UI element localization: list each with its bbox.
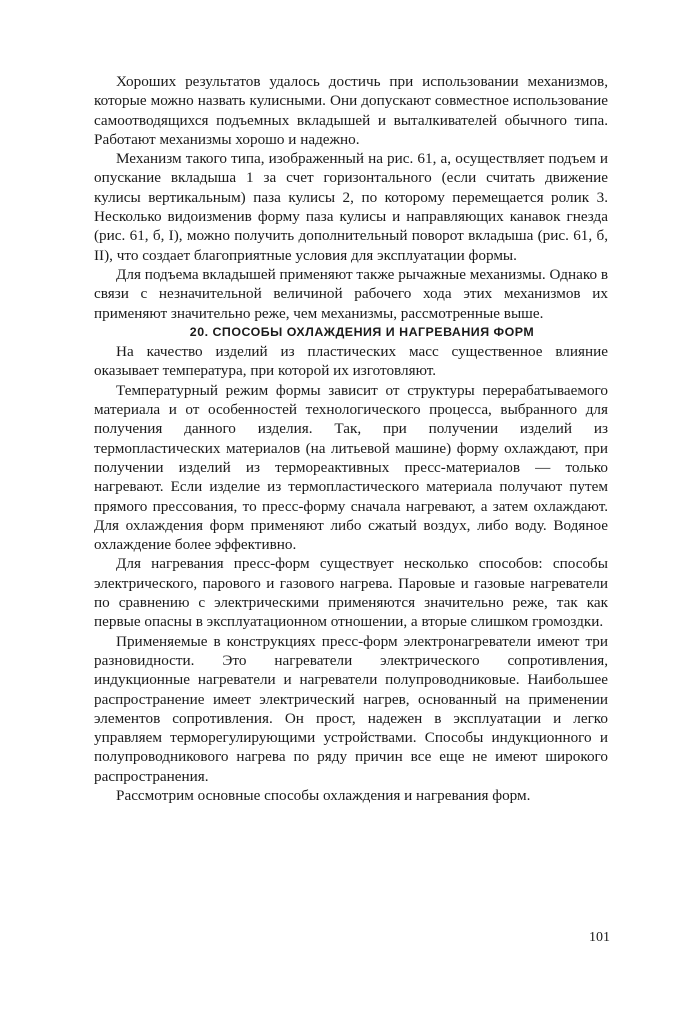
paragraph-lever-mechanisms: Для подъема вкладышей применяют также рычажные механизмы. Однако в связи с незначительной величиной рабочего хода этих механизмов их применяют значительно реже, чем механизмы, рассмотренные выше. — [94, 265, 609, 322]
paragraph-mechanism-fig61: Механизм такого типа, изображенный на рис. 61, а, осуществляет подъем и опускание вкладыша 1 за счет горизонтального (если считать движение кулисы вертикальным) паза кулисы 2, по которому перемещается ролик 3. Несколько видоизменив форму паза кулисы и направляющих канавок гнезда (рис. 61, б, I), можно получить дополнительный поворот вкладыша (рис. 61, б, II), что создает благоприятные условия для эксплуатации формы. — [94, 150, 608, 264]
paragraph-electric-heaters: Применяемые в конструкциях пресс-форм электронагреватели имеют три разновидности. Это нагреватели электрического сопротивления, индукционные нагреватели и нагреватели полупроводниковые. Наибольшее распространение имеет электрический нагрев, основанный на применении элементов сопротивления. Он прост, надежен в эксплуатации и легко управляем терморегулирующими устройствами. Способы индукционного и полупроводникового нагрева по ряду причин все еще не имеют широкого распространения. — [94, 632, 608, 785]
paragraph-temperature-quality: На качество изделий из пластических масс существенное влияние оказывает температура, при которой их изготовляют. — [94, 343, 608, 380]
paragraph-linkage-mechanisms: Хороших результатов удалось достичь при использовании механизмов, которые можно назвать кулисными. Они допускают совместное использование самоотводящихся подъемных вкладышей и выталкивателей обычного типа. Работают механизмы хорошо и надежно. — [94, 73, 608, 148]
page-number: 101 — [589, 930, 610, 945]
text-column — [94, 72, 608, 805]
paragraph-temperature-mode: Температурный режим формы зависит от структуры перерабатываемого материала и от особенностей технологического процесса, выбранного для получения данного изделия. Так, при получении изделий из термопластических материалов (на литьевой машине) форму охлаждают, при получении изделий из термореактивных пресс-материалов — только нагревают. Если изделие из термопластического материала получают путем прямого прессования, то пресс-форму сначала нагревают, а затем охлаждают. Для охлаждения форм применяют либо сжатый воздух, либо воду. Водяное охлаждение более эффективно. — [94, 381, 608, 554]
section-heading: 20. СПОСОБЫ ОХЛАЖДЕНИЯ И НАГРЕВАНИЯ ФОРМ — [189, 324, 535, 339]
paragraph-heating-methods: Для нагревания пресс-форм существует несколько способов: способы электрического, парового и газового нагрева. Паровые и газовые нагреватели по сравнению с электрическими применяются значительно реже, так как первые опасны в эксплуатационном отношении, а вторые слишком громоздки. — [94, 555, 608, 631]
paragraph-conclusion: Рассмотрим основные способы охлаждения и нагревания форм. — [116, 786, 531, 804]
